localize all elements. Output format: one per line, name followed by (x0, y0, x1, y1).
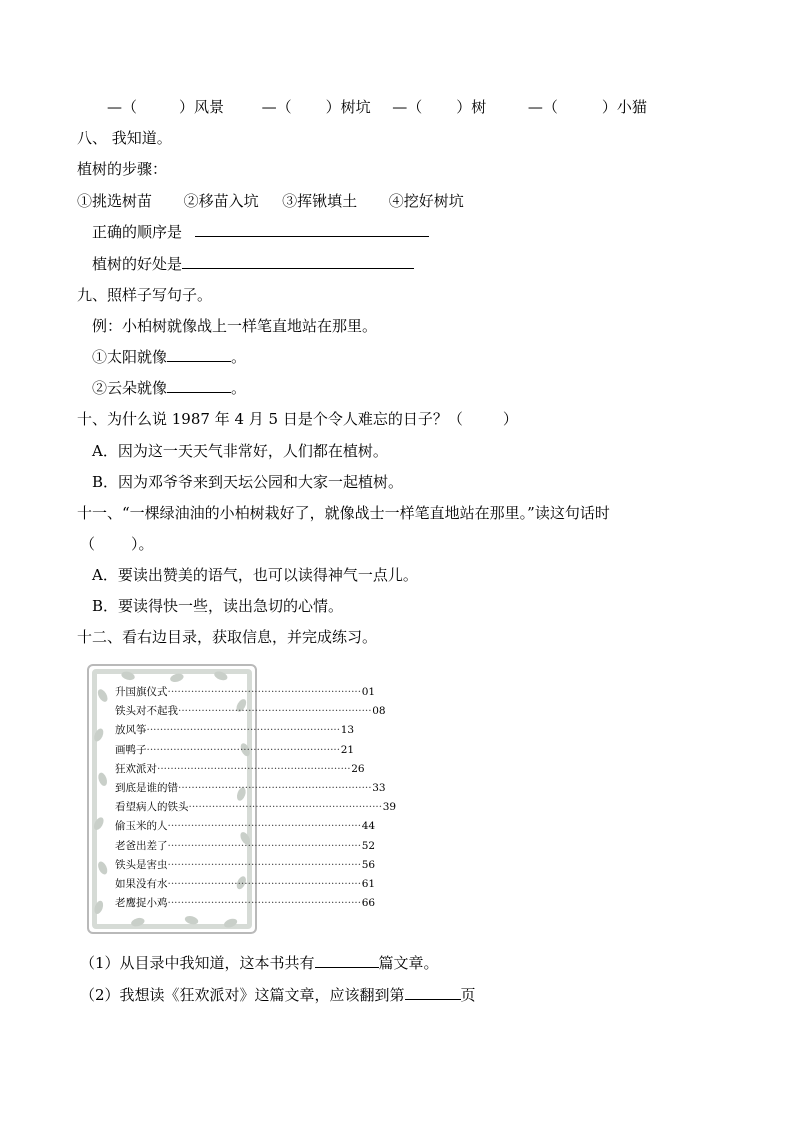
q12-sub-1-blank[interactable] (315, 953, 379, 968)
q8-steps-label: 植树的步骤： (77, 160, 168, 178)
toc-entry-title: 铁头对不起我 (115, 705, 178, 718)
q7-item-1: 风景 (194, 98, 225, 116)
q9-example: 例：小柏树就像战上一样笔直地站在那里。 (92, 317, 378, 335)
q12-sub-1-text: （1）从目录中我知道，这本书共有 (80, 954, 315, 972)
q11-paren-open: （ (80, 535, 96, 553)
toc-entry-leader: ·························································· (167, 858, 362, 871)
q7-dash-1: —（ (107, 98, 138, 116)
toc-entry-leader: ·························································· (188, 801, 383, 814)
q7-close-1: ） (179, 98, 195, 116)
toc-entry-leader: ·························································· (167, 686, 362, 698)
q12-sub-2-text: （2）我想读《狂欢派对》这篇文章，应该翻到第 (80, 986, 405, 1004)
toc-entry-page: 52 (361, 839, 376, 852)
q9-item-2-text: ②云朵就像 (92, 379, 168, 397)
q7-dash-3: —（ (392, 98, 423, 116)
q8-order-label: 正确的顺序是 (92, 223, 183, 241)
q8-benefit-answer-line[interactable] (182, 254, 414, 269)
q12-heading: 十二、看右边目录，获取信息，并完成练习。 (77, 628, 378, 646)
toc-entry-title: 放风筝 (115, 724, 147, 737)
q8-benefit-label: 植树的好处是 (92, 255, 183, 273)
toc-entry-page: 01 (361, 686, 376, 698)
q12-sub-2-end: 页 (460, 986, 476, 1004)
toc-entry-title: 铁头是害虫 (115, 858, 168, 871)
toc-entry-page: 56 (361, 858, 376, 871)
toc-entry-leader: ·························································· (157, 762, 351, 775)
q11-option-a: A．要读出赞美的语气，也可以读得神气一点儿。 (92, 566, 418, 584)
q10-heading-end: ） (502, 410, 518, 428)
toc-entry-title: 偷玉米的人 (115, 820, 168, 833)
toc-entry-title: 画鸭子 (115, 743, 147, 756)
q7-close-2: ） (325, 98, 341, 116)
toc-entry (115, 686, 376, 698)
q8-steps (77, 191, 464, 211)
toc-entry-leader: ·························································· (167, 820, 362, 833)
q11-paren-close: ）。 (131, 535, 154, 553)
q8-step-1: ①挑选树苗 (77, 192, 153, 210)
toc-entry-title: 老鹰捉小鸡 (115, 897, 168, 910)
toc-entry-title: 如果没有水 (115, 878, 168, 890)
toc-entry-page: 26 (351, 762, 365, 775)
toc-entry-leader: ·························································· (167, 839, 362, 852)
toc-entry-title: 狂欢派对 (115, 762, 157, 775)
q12-sub-1-end: 篇文章。 (378, 954, 439, 972)
toc-entry (115, 724, 355, 737)
q7-dash-2: —（ (261, 98, 292, 116)
q9-item-1-blank[interactable] (167, 347, 231, 362)
q10-heading (77, 409, 518, 429)
toc-entry-page: 39 (382, 801, 397, 814)
toc-entry (115, 762, 365, 775)
q8-order-row (92, 222, 429, 242)
q9-item-2-blank[interactable] (167, 378, 231, 393)
toc-entry-page: 61 (361, 878, 376, 890)
toc-entry (115, 801, 397, 814)
q12-sub-2 (80, 985, 476, 1005)
q12-sub-1 (80, 953, 439, 973)
toc-entry-page: 21 (340, 743, 355, 756)
toc-entry-page: 66 (361, 897, 376, 910)
toc-entry (115, 878, 376, 890)
q12-sub-2-blank[interactable] (405, 985, 461, 1000)
q7-close-3: ） (456, 98, 472, 116)
toc-entry (115, 705, 386, 718)
q9-item-1-text: ①太阳就像 (92, 348, 168, 366)
toc-entry-page: 44 (361, 820, 376, 833)
q7-item-3: 树 (471, 98, 487, 116)
q9-item-1-end: 。 (231, 348, 247, 366)
toc-entry-leader: ·························································· (178, 782, 372, 794)
q11-option-b: B．要读得快一些，读出急切的心情。 (92, 597, 344, 615)
q8-step-3: ③挥锹填土 (282, 192, 358, 210)
q8-order-answer-line[interactable] (195, 222, 429, 237)
q7-item-4: 小猫 (616, 98, 647, 116)
q10-option-a: A．因为这一天天气非常好，人们都在植树。 (92, 442, 388, 460)
toc-entry-leader: ·························································· (167, 878, 362, 890)
q8-step-2: ②移苗入坑 (183, 192, 259, 210)
q11-heading: 十一、“一棵绿油油的小柏树栽好了，就像战士一样笔直地站在那里。”读这句话时 (77, 504, 610, 522)
toc-entry-title: 老爸出差了 (115, 839, 168, 852)
table-of-contents (87, 664, 397, 934)
toc-entry (115, 820, 376, 833)
q7-fill-line (107, 97, 647, 117)
toc-entry (115, 743, 355, 756)
toc-entry-page: 33 (372, 782, 386, 794)
toc-entry-leader: ·························································· (146, 724, 341, 737)
toc-entry (115, 782, 386, 794)
q8-step-4: ④挖好树坑 (388, 192, 464, 210)
q11-paren (80, 534, 154, 554)
q8-heading: 八、 我知道。 (77, 129, 172, 147)
q9-item-1 (92, 347, 246, 367)
q9-item-2 (92, 378, 246, 398)
toc-entry (115, 858, 376, 871)
toc-entry-page: 13 (340, 724, 355, 737)
toc-entry-title: 到底是谁的错 (115, 782, 178, 794)
toc-entry-leader: ·························································· (146, 743, 341, 756)
toc-entry (115, 897, 376, 910)
q7-dash-4: —（ (527, 98, 558, 116)
toc-entry-title: 看望病人的铁头 (115, 801, 189, 814)
toc-entry (115, 839, 376, 852)
q9-heading: 九、照样子写句子。 (77, 286, 213, 304)
q9-item-2-end: 。 (231, 379, 247, 397)
toc-entry-page: 08 (372, 705, 386, 718)
toc-entry-title: 升国旗仪式 (115, 686, 168, 698)
q10-heading-text: 十、为什么说 1987 年 4 月 5 日是个令人难忘的日子？（ (77, 410, 463, 428)
toc-entry-leader: ·························································· (178, 705, 372, 718)
toc-entry-leader: ·························································· (167, 897, 362, 910)
q10-option-b: B．因为邓爷爷来到天坛公园和大家一起植树。 (92, 473, 404, 491)
q8-benefit-row (92, 254, 414, 274)
q7-close-4: ） (601, 98, 617, 116)
q7-item-2: 树坑 (340, 98, 371, 116)
